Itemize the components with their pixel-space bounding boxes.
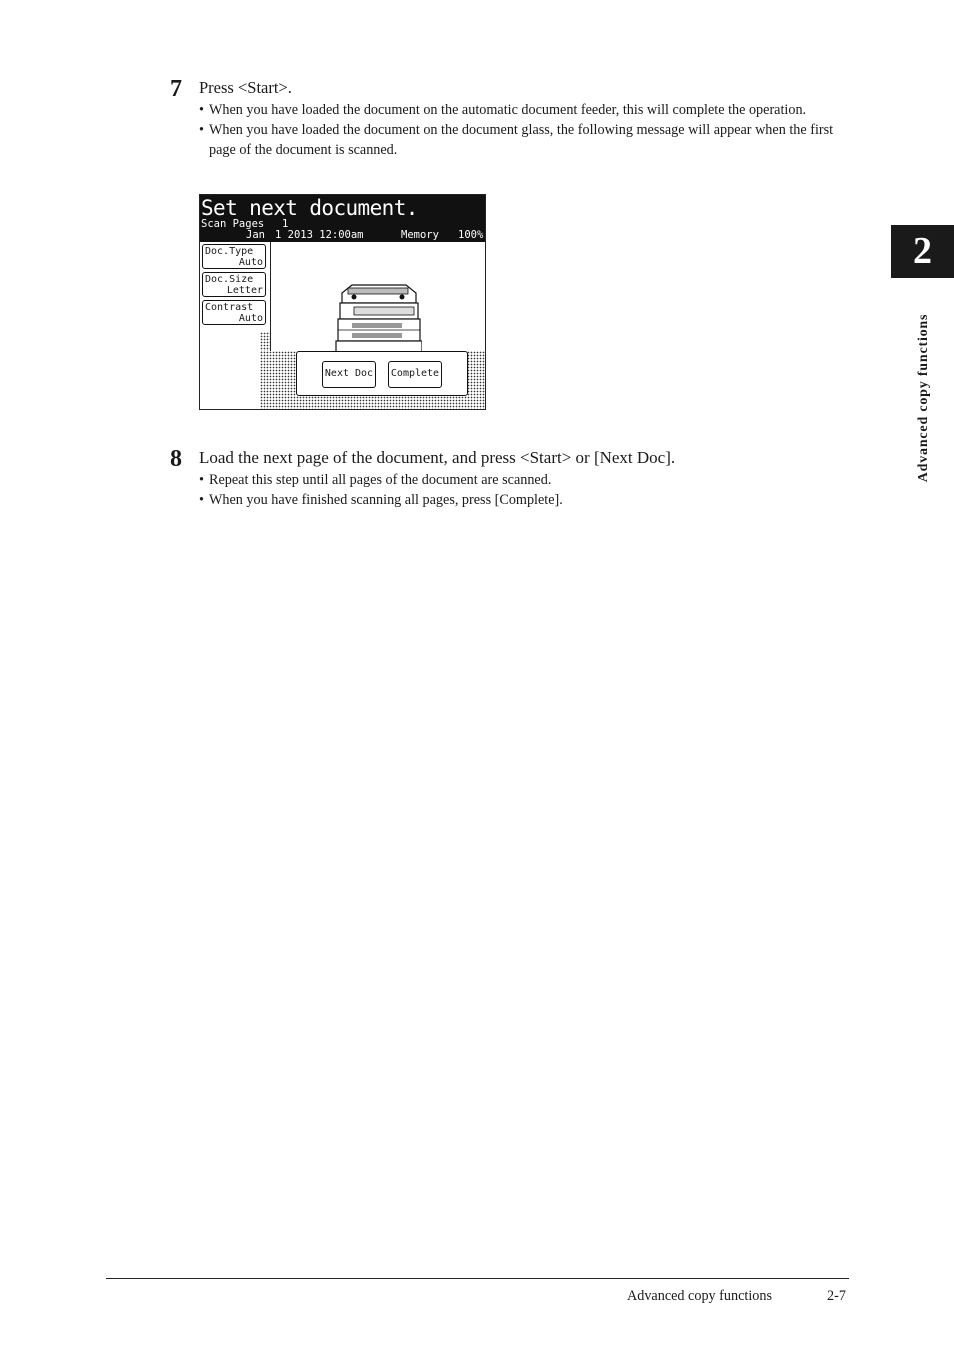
- button-value: Auto: [238, 313, 263, 324]
- lcd-scan-label: Scan Pages: [201, 218, 265, 230]
- button-value: Letter: [226, 285, 263, 296]
- button-value: Auto: [238, 257, 263, 268]
- lcd-scan-count: 1: [282, 218, 289, 230]
- lcd-header: [200, 195, 485, 242]
- bullet-item: • When you have loaded the document on the document glass, the following message will appear when the first page of the document is scanned.: [199, 121, 839, 160]
- doc-size-button[interactable]: [202, 272, 266, 297]
- lcd-datetime: 1 2013 12:00am: [275, 229, 364, 241]
- step-number: 7: [170, 76, 182, 102]
- complete-button[interactable]: Complete: [388, 361, 442, 388]
- lcd-memory-value: 100%: [458, 229, 484, 241]
- lcd-date: Jan: [246, 229, 265, 241]
- footer-rule: [106, 1278, 849, 1279]
- step-bullets: [199, 101, 839, 161]
- bullet-item: • When you have loaded the document on the automatic document feeder, this will complete the operation.: [199, 101, 839, 121]
- button-label: Doc.Size: [205, 274, 254, 285]
- next-doc-button[interactable]: Next Doc: [322, 361, 376, 388]
- chapter-number: 2: [913, 230, 932, 272]
- button-label: Doc.Type: [205, 246, 254, 257]
- chapter-side-label-text: Advanced copy functions: [916, 313, 931, 483]
- footer-title: Advanced copy functions: [627, 1288, 772, 1304]
- page-number: 2-7: [827, 1288, 846, 1304]
- step-8: [170, 447, 850, 517]
- doc-type-button[interactable]: [202, 244, 266, 269]
- chapter-tab: [891, 225, 954, 278]
- lcd-memory-label: Memory: [401, 229, 439, 241]
- lcd-screen: [199, 194, 486, 410]
- bullet-item: • Repeat this step until all pages of the document are scanned.: [199, 471, 839, 491]
- step-number: 8: [170, 446, 182, 472]
- step-7: [170, 77, 850, 187]
- contrast-button[interactable]: [202, 300, 266, 325]
- step-title: Press <Start>.: [199, 78, 292, 97]
- lcd-message: Set next document.: [201, 196, 418, 220]
- lcd-dialog: [296, 351, 468, 396]
- step-bullets: [199, 471, 839, 511]
- step-title: Load the next page of the document, and press <Start> or [Next Doc].: [199, 448, 676, 467]
- bullet-item: • When you have finished scanning all pages, press [Complete].: [199, 491, 839, 511]
- button-label: Contrast: [205, 302, 254, 313]
